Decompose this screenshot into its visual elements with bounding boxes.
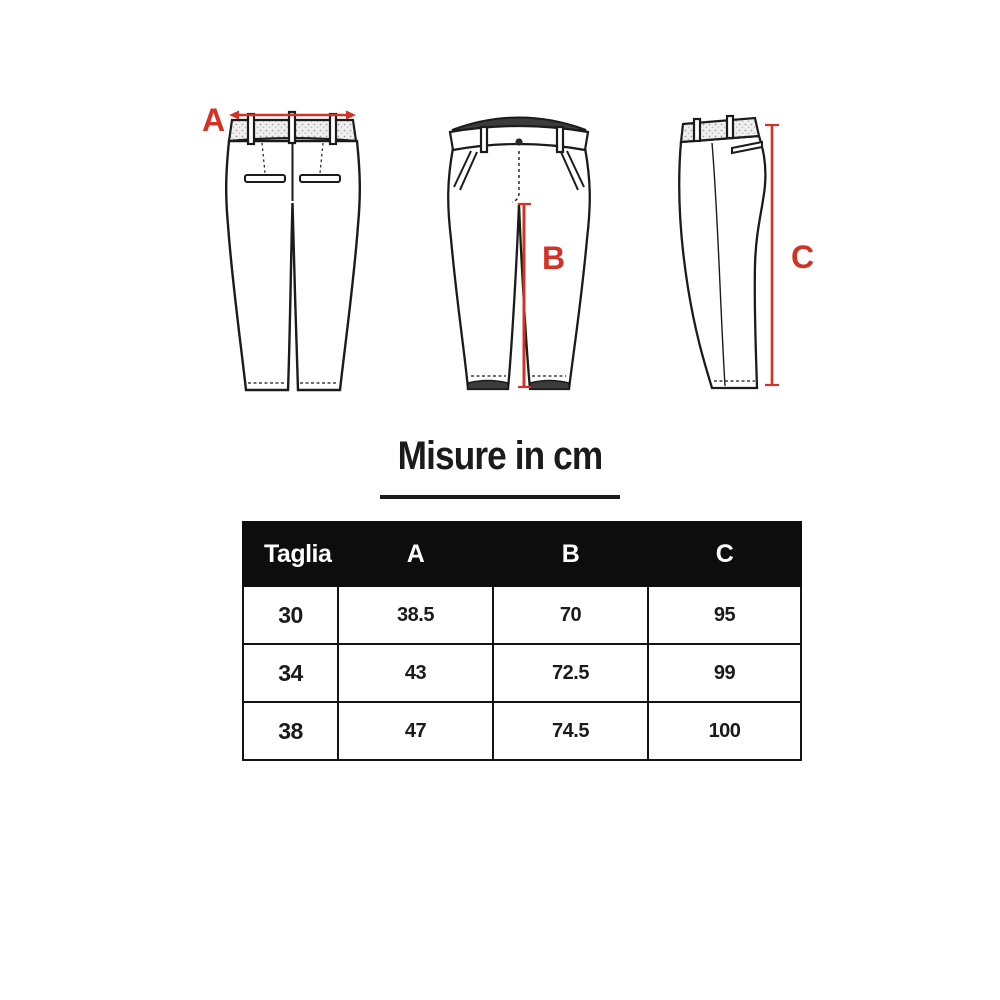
measure-b-value: 74.5 — [493, 702, 648, 760]
page-title: Misure in cm — [397, 434, 603, 478]
title-underline — [380, 495, 620, 499]
waist-button — [515, 138, 522, 145]
column-header-b: B — [493, 522, 648, 586]
measure-label-c: C — [791, 239, 815, 275]
size-table-header-row — [243, 522, 801, 586]
pants-front-view-diagram — [438, 93, 618, 403]
measure-c-value: 95 — [648, 586, 801, 644]
pants-front-outline — [448, 142, 590, 389]
measure-a-value: 43 — [338, 644, 493, 702]
measure-a-value: 47 — [338, 702, 493, 760]
size-row-38 — [243, 702, 801, 760]
measure-c-value: 100 — [648, 702, 801, 760]
size-row-30 — [243, 586, 801, 644]
measure-a-value: 38.5 — [338, 586, 493, 644]
measure-b-value: 70 — [493, 586, 648, 644]
column-header-c: C — [648, 522, 801, 586]
measure-line-c — [765, 125, 779, 385]
size-table — [242, 521, 802, 761]
measure-label-a: A — [202, 102, 226, 138]
measure-b-value: 72.5 — [493, 644, 648, 702]
size-value: 38 — [243, 702, 338, 760]
pants-back-view-diagram — [193, 93, 373, 403]
pants-side-view-diagram — [660, 93, 830, 403]
column-header-taglia: Taglia — [243, 522, 338, 586]
size-value: 34 — [243, 644, 338, 702]
size-row-34 — [243, 644, 801, 702]
pants-side-outline — [679, 136, 765, 388]
column-header-a: A — [338, 522, 493, 586]
measure-label-b: B — [542, 240, 566, 276]
size-value: 30 — [243, 586, 338, 644]
measure-c-value: 99 — [648, 644, 801, 702]
